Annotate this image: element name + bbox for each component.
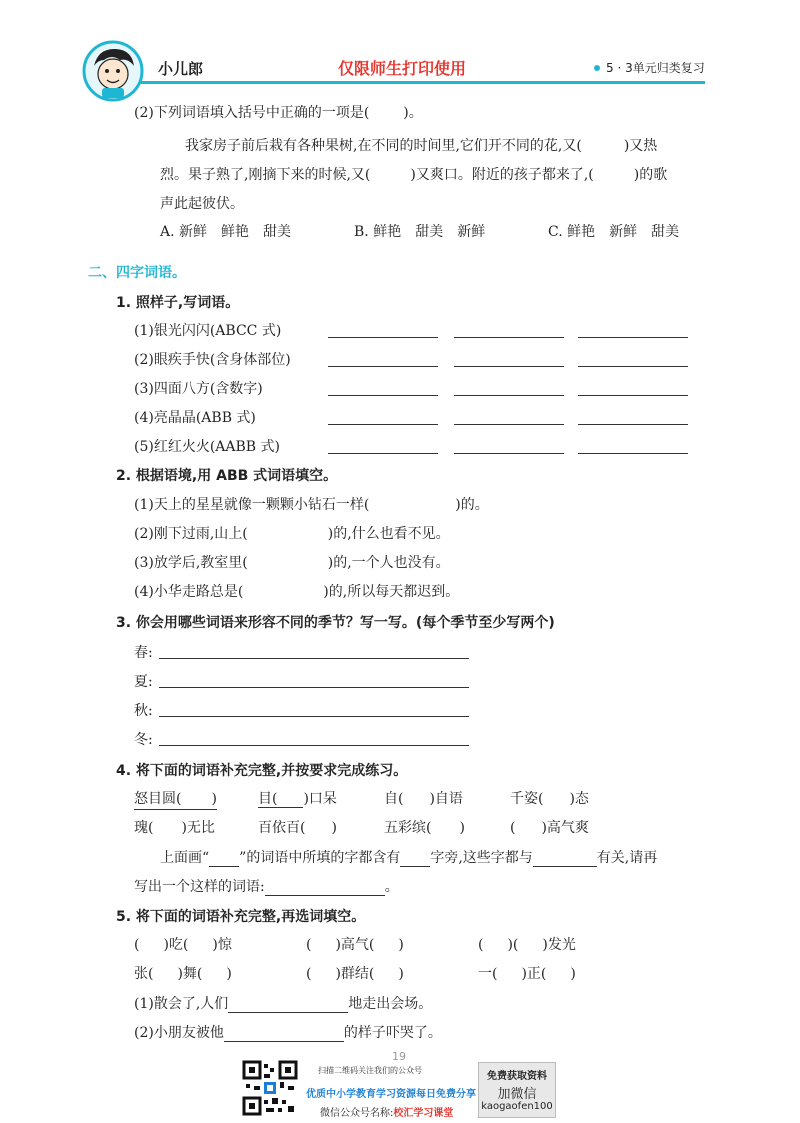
season-label: 冬: bbox=[134, 732, 153, 748]
q5-sentence-1: (1)散会了,人们 地走出会场。 bbox=[134, 996, 433, 1012]
answer-line[interactable] bbox=[228, 996, 348, 1013]
bullet-icon bbox=[594, 65, 600, 71]
q1-item: (4)亮晶晶(ABB 式) bbox=[134, 410, 256, 426]
account-line: 微信公众号名称:校汇学习课堂 bbox=[320, 1108, 454, 1119]
passage-line-2: 烈。果子熟了,刚摘下来的时候,又( )又爽口。附近的孩子都来了,( )的歌 bbox=[160, 167, 668, 183]
q1-item: (5)红红火火(AABB 式) bbox=[134, 439, 281, 455]
slogan: 优质中小学教育学习资源每日免费分享 bbox=[306, 1089, 476, 1100]
brand-name: 小儿郎 bbox=[158, 60, 204, 78]
blank-paren[interactable] bbox=[277, 791, 303, 808]
idiom: 瑰( )无比 bbox=[134, 820, 215, 836]
answer-line[interactable] bbox=[159, 745, 469, 746]
answer-line[interactable] bbox=[328, 337, 438, 338]
answer-line[interactable] bbox=[454, 366, 564, 367]
idiom-underlined: 怒目圆( ) bbox=[134, 788, 217, 810]
idiom: 自( )自语 bbox=[384, 791, 463, 807]
question-title: 1. 照样子,写词语。 bbox=[116, 295, 240, 311]
idiom: ( )高气爽 bbox=[510, 820, 589, 836]
answer-line[interactable] bbox=[454, 424, 564, 425]
idiom: 百依百( ) bbox=[258, 820, 337, 836]
mascot-icon bbox=[82, 40, 144, 102]
q4-instruction-line-2: 写出一个这样的词语: 。 bbox=[134, 879, 399, 895]
answer-line[interactable] bbox=[400, 850, 430, 867]
q1-item: (3)四面八方(含数字) bbox=[134, 381, 263, 397]
idiom: ( )( )发光 bbox=[478, 937, 576, 953]
option-a[interactable]: A. 新鲜 鲜艳 甜美 bbox=[160, 224, 292, 240]
answer-line[interactable] bbox=[328, 395, 438, 396]
answer-line[interactable] bbox=[578, 337, 688, 338]
answer-line[interactable] bbox=[328, 366, 438, 367]
season-label: 春: bbox=[134, 645, 153, 661]
question-stem: (2)下列词语填入括号中正确的一项是( )。 bbox=[134, 105, 423, 121]
answer-line[interactable] bbox=[159, 687, 469, 688]
sample-underline bbox=[209, 850, 239, 867]
season-label: 夏: bbox=[134, 674, 153, 690]
idiom: 五彩缤( ) bbox=[384, 820, 465, 836]
idiom: ( )吃( )惊 bbox=[134, 937, 232, 953]
q2-item: (2)刚下过雨,山上( )的,什么也看不见。 bbox=[134, 526, 450, 542]
box-title: 免费获取资料 bbox=[487, 1071, 547, 1082]
answer-line[interactable] bbox=[159, 658, 469, 659]
question-title: 3. 你会用哪些词语来形容不同的季节？写一写。(每个季节至少写两个) bbox=[116, 615, 555, 631]
question-title: 2. 根据语境,用 ABB 式词语填空。 bbox=[116, 468, 338, 484]
option-c[interactable]: C. 鲜艳 新鲜 甜美 bbox=[548, 224, 680, 240]
passage-line-3: 声此起彼伏。 bbox=[160, 196, 244, 212]
page-number: 19 bbox=[392, 1050, 406, 1063]
q5-sentence-2: (2)小朋友被他 的样子吓哭了。 bbox=[134, 1025, 442, 1041]
answer-line[interactable] bbox=[578, 366, 688, 367]
answer-line[interactable] bbox=[578, 395, 688, 396]
answer-line[interactable] bbox=[454, 453, 564, 454]
question-title: 4. 将下面的词语补充完整,并按要求完成练习。 bbox=[116, 763, 408, 779]
answer-line[interactable] bbox=[454, 337, 564, 338]
q1-item: (1)银光闪闪(ABCC 式) bbox=[134, 323, 282, 339]
answer-line[interactable] bbox=[224, 1025, 344, 1042]
idiom: 一( )正( ) bbox=[478, 966, 576, 982]
season-label: 秋: bbox=[134, 703, 153, 719]
section-title: 二、四字词语。 bbox=[88, 265, 186, 281]
box-id: kaogaofen100 bbox=[481, 1101, 553, 1112]
q2-item: (3)放学后,教室里( )的,一个人也没有。 bbox=[134, 555, 450, 571]
idiom: 张( )舞( ) bbox=[134, 966, 232, 982]
q4-instruction-line-1: 上面画“ ”的词语中所填的字都含有 字旁,这些字都与 有关,请再 bbox=[160, 850, 658, 866]
header-center-title: 仅限师生打印使用 bbox=[338, 59, 467, 78]
qr-code-icon[interactable] bbox=[242, 1060, 298, 1116]
unit-label: 5 · 3单元归类复习 bbox=[606, 61, 705, 75]
header-underline bbox=[95, 81, 705, 84]
box-sub: 加微信 bbox=[497, 1087, 537, 1102]
wechat-box[interactable] bbox=[478, 1062, 556, 1118]
option-b[interactable]: B. 鲜艳 甜美 新鲜 bbox=[354, 224, 486, 240]
idiom: 目( )口呆 bbox=[258, 791, 337, 807]
q2-item: (4)小华走路总是( )的,所以每天都迟到。 bbox=[134, 584, 460, 600]
answer-line[interactable] bbox=[159, 716, 469, 717]
question-title: 5. 将下面的词语补充完整,再选词填空。 bbox=[116, 909, 366, 925]
answer-line[interactable] bbox=[533, 850, 597, 867]
q1-item: (2)眼疾手快(含身体部位) bbox=[134, 352, 291, 368]
answer-line[interactable] bbox=[454, 395, 564, 396]
idiom: ( )高气( ) bbox=[306, 937, 404, 953]
answer-line[interactable] bbox=[265, 879, 385, 896]
answer-line[interactable] bbox=[578, 453, 688, 454]
idiom: ( )群结( ) bbox=[306, 966, 404, 982]
idiom: 千姿( )态 bbox=[510, 791, 589, 807]
answer-line[interactable] bbox=[578, 424, 688, 425]
passage-line-1: 我家房子前后栽有各种果树,在不同的时间里,它们开不同的花,又( )又热 bbox=[185, 138, 658, 154]
q2-item: (1)天上的星星就像一颗颗小钻石一样( )的。 bbox=[134, 497, 489, 513]
answer-line[interactable] bbox=[328, 453, 438, 454]
answer-line[interactable] bbox=[328, 424, 438, 425]
scan-text: 扫描二维码关注我们的公众号 bbox=[318, 1066, 422, 1075]
